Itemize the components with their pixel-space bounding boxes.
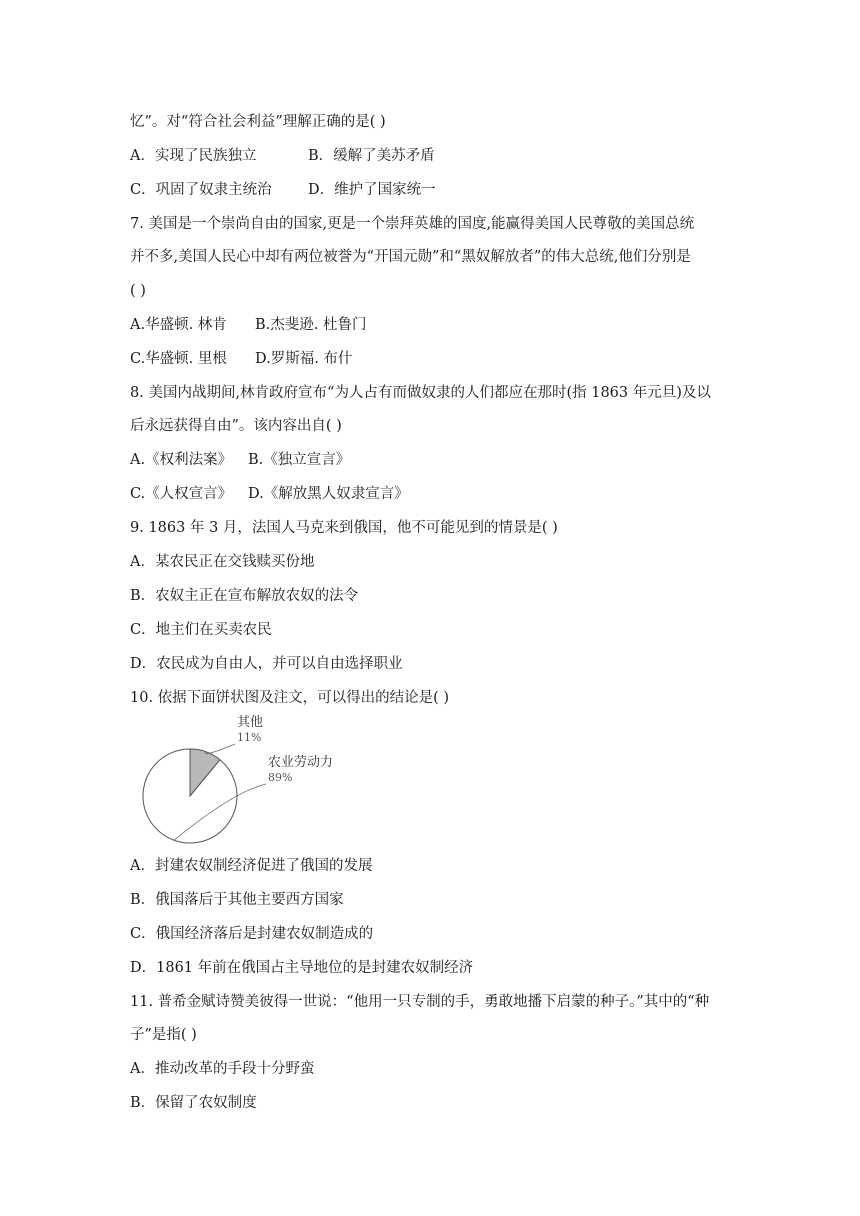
q8-option-d: D.《解放黑人奴隶宣言》 bbox=[248, 486, 409, 502]
pie-slice-1 bbox=[143, 749, 237, 843]
q8-option-a: A.《权利法案》 bbox=[130, 452, 233, 468]
q11-option-a: A．推动改革的手段十分野蛮 bbox=[130, 1061, 315, 1077]
q6-option-c: C．巩固了奴隶主统治 bbox=[130, 182, 272, 198]
pie-value-label-1: 89% bbox=[268, 771, 293, 784]
q10-option-b: B．俄国落后于其他主要西方国家 bbox=[130, 892, 344, 908]
q7-option-a: A.华盛顿. 林肯 bbox=[130, 317, 227, 333]
q8-stem-line1: 8. 美国内战期间,林肯政府宣布“为人占有而做奴隶的人们都应在那时(指 1863 年元旦)及以 bbox=[130, 385, 711, 401]
q9-option-d: D．农民成为自由人，并可以自由选择职业 bbox=[130, 656, 403, 672]
q11-option-b: B．保留了农奴制度 bbox=[130, 1095, 257, 1111]
pie-chart bbox=[135, 710, 495, 850]
q7-option-c: C.华盛顿. 里根 bbox=[130, 351, 227, 367]
pie-label-0: 其他 bbox=[237, 715, 264, 730]
q6-option-a: A．实现了民族独立 bbox=[130, 148, 257, 164]
q8-option-c: C.《人权宣言》 bbox=[130, 486, 233, 502]
q8-stem-line2: 后永远获得自由”。该内容出自( ) bbox=[130, 418, 342, 434]
pie-leader-line-0 bbox=[205, 744, 235, 754]
q10-option-c: C．俄国经济落后是封建农奴制造成的 bbox=[130, 926, 374, 942]
q6-stem: 忆”。对“符合社会利益”理解正确的是( ) bbox=[130, 114, 386, 130]
q10-option-a: A．封建农奴制经济促进了俄国的发展 bbox=[130, 858, 373, 874]
q7-option-b: B.杰斐逊. 杜鲁门 bbox=[255, 317, 367, 333]
q9-option-c: C．地主们在买卖农民 bbox=[130, 622, 272, 638]
q9-option-a: A．某农民正在交钱赎买份地 bbox=[130, 554, 315, 570]
q8-option-b: B.《独立宣言》 bbox=[248, 452, 351, 468]
q7-option-d: D.罗斯福. 布什 bbox=[255, 351, 353, 367]
q7-stem-line3: ( ) bbox=[130, 283, 146, 299]
q11-stem-line1: 11. 普希金赋诗赞美彼得一世说：“他用一只专制的手，勇敢地播下启蒙的种子。”其中的“种 bbox=[130, 994, 710, 1010]
q9-stem: 9. 1863 年 3 月，法国人马克来到俄国，他不可能见到的情景是( ) bbox=[130, 520, 558, 536]
q10-option-d: D．1861 年前在俄国占主导地位的是封建农奴制经济 bbox=[130, 960, 474, 976]
pie-value-label-0: 11% bbox=[237, 731, 262, 744]
q7-stem-line1: 7. 美国是一个崇尚自由的国家,更是一个崇拜英雄的国度,能赢得美国人民尊敬的美国总统 bbox=[130, 216, 695, 232]
q9-option-b: B．农奴主正在宣布解放农奴的法令 bbox=[130, 588, 359, 604]
q6-option-b: B．缓解了美苏矛盾 bbox=[308, 148, 435, 164]
q11-stem-line2: 子”是指( ) bbox=[130, 1027, 197, 1043]
q6-option-d: D．维护了国家统一 bbox=[308, 182, 436, 198]
q7-stem-line2: 并不多,美国人民心中却有两位被誉为“开国元勋”和“黑奴解放者”的伟大总统,他们分别是 bbox=[130, 249, 691, 265]
pie-label-1: 农业劳动力 bbox=[268, 755, 334, 770]
q10-stem: 10. 依据下面饼状图及注文，可以得出的结论是( ) bbox=[130, 690, 450, 706]
